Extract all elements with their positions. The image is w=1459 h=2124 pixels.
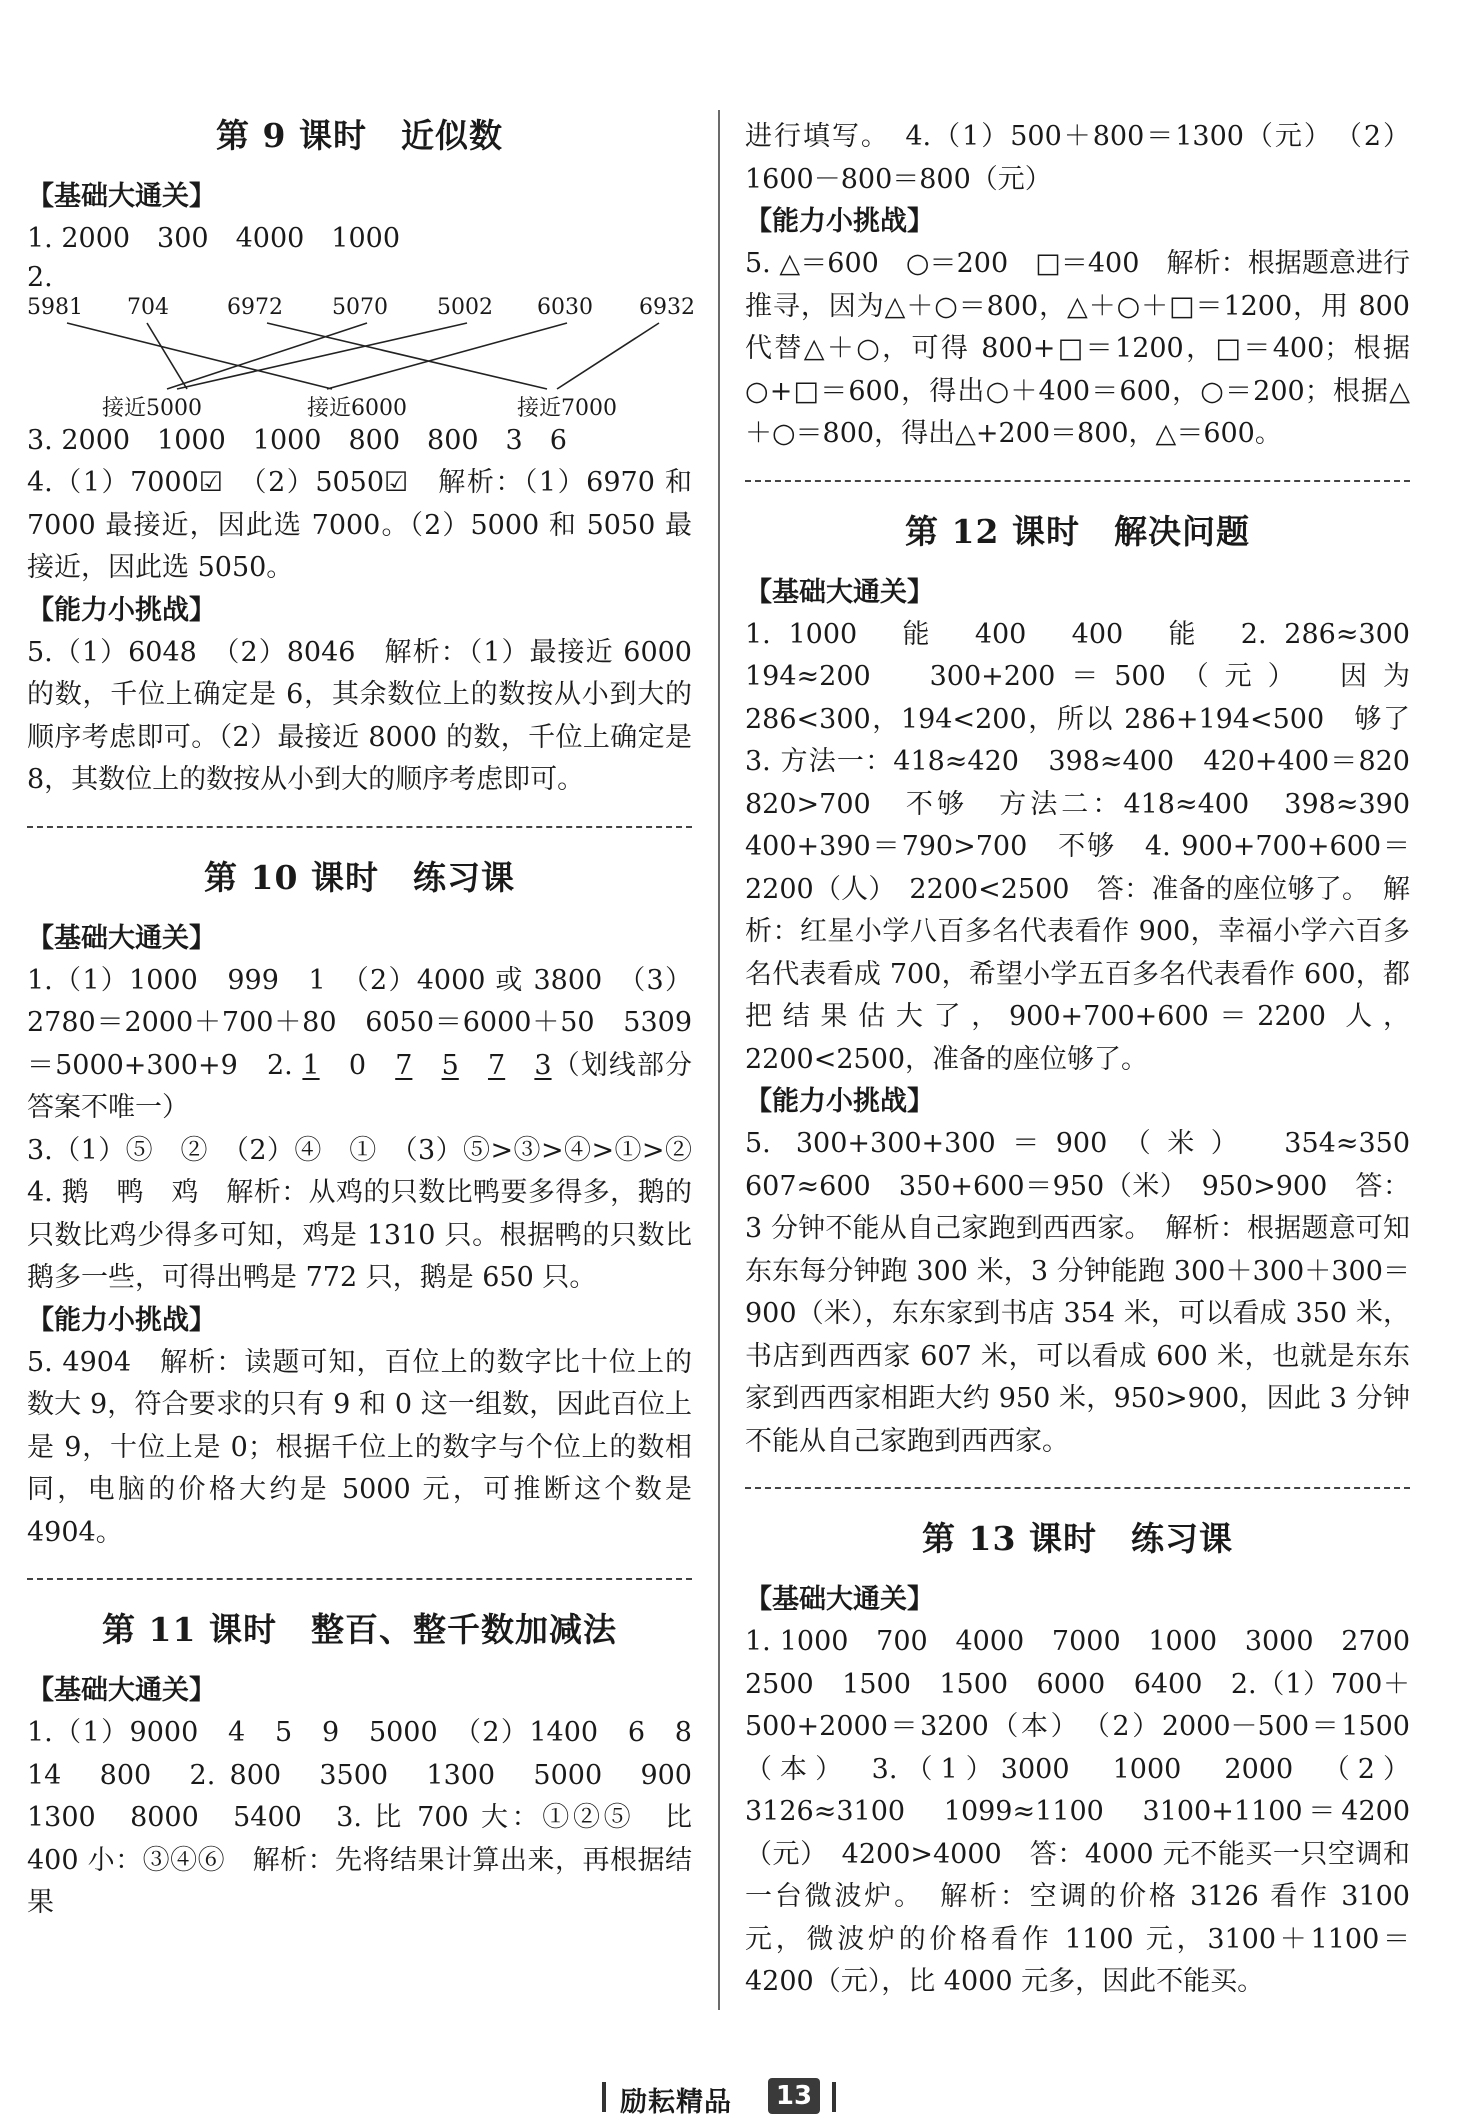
answer-4-continued: 进行填写。 4.（1）500＋800＝1300（元） （2）1600－800＝800（元） [745, 121, 1410, 195]
section-lesson-11-continued [745, 116, 1410, 456]
digit: 0 [348, 1049, 366, 1081]
diagram-number: 5981 [27, 294, 83, 320]
section-divider [27, 826, 692, 828]
digit: 7 [487, 1049, 506, 1081]
answer-3-4: 3.（1）⑤ ② （2）④ ① （3）⑤>③>④>①>② 4. 鹅 鸭 鸡 解析：从鸡的只数比鸭要多得多，鹅的只数比鸡少得多可知，鸡是 1310 只。根据鸭的只数比鹅多一些，可得出鸭是 772 只，鹅是 650 只。 [27, 1134, 719, 1293]
diagram-number: 6030 [537, 294, 593, 320]
subsection-challenge: 【能力小挑战】 [745, 1086, 934, 1117]
subsection-challenge: 【能力小挑战】 [745, 206, 934, 237]
diagram-target: 接近7000 [517, 395, 617, 421]
answer-5: 5. 4904 解析：读题可知，百位上的数字比十位上的数大 9，符合要求的只有 9 和 0 这一组数，因此百位上是 9，十位上是 0；根据千位上的数字与个位上的数相同，电脑的价格大约是 5000 元，可推断这个数是 4904。 [27, 1346, 692, 1548]
footer-brand: 励耘精品 [620, 2087, 732, 2118]
subsection-challenge: 【能力小挑战】 [27, 594, 216, 626]
section-divider [745, 1487, 1410, 1489]
page-number: 13 [768, 2078, 820, 2114]
answer-2: 2. [27, 261, 53, 293]
section-title: 第 10 课时 练习课 [204, 857, 515, 897]
diagram-number: 5070 [332, 294, 388, 320]
section-title: 第 13 课时 练习课 [922, 1519, 1233, 1558]
digit: 1 [302, 1049, 320, 1081]
subsection-basic: 【基础大通关】 [27, 922, 216, 954]
subsection-basic: 【基础大通关】 [27, 1675, 216, 1706]
answer-note: （划线部分答案不唯一） [27, 1049, 693, 1123]
diagram-number: 6972 [227, 294, 283, 320]
diagram-number: 5002 [437, 294, 493, 320]
answer-5: 5. △＝600 ○＝200 □＝400 解析：根据题意进行推寻，因为△＋○＝800，△＋○＋□＝1200，用 800 代替△＋○，可得 800+□＝1200，□＝400；根据○+□＝600，得出○＋400＝600，○＝200；根据△＋○＝800，得出△+200＝800，△＝600。 [745, 248, 1410, 449]
section-lesson-13 [745, 1515, 1437, 2004]
diagram-number: 704 [127, 294, 169, 320]
digit: 7 [395, 1049, 413, 1081]
subsection-basic: 【基础大通关】 [745, 576, 934, 608]
answer-5: 5.（1）6048 （2）8046 解析：（1）最接近 6000 的数，千位上确定是 6，其余数位上的数按从小到大的顺序考虑即可。（2）最接近 8000 的数，千位上确定是 8，其数位上的数按从小到大的顺序考虑即可。 [27, 636, 692, 795]
footer-bar [832, 2082, 836, 2112]
answer-5: 5. 300+300+300＝900（米） 354≈350 607≈600 350+600＝950（米） 950>900 答：3 分钟不能从自己家跑到西西家。 解析：根据题意可知东东每分钟跑 300 米，3 分钟能跑 300＋300＋300＝900（米），东东家到书店 354 米，可以看成 350 米，书店到西西家 607 米，可以看成 600 米，也就是东东家到西西家相距大约 950 米，950>900，因此 3 分钟不能从自己家跑到西西家。 [745, 1128, 1437, 1457]
section-lesson-9 [27, 112, 695, 802]
matching-diagram [27, 294, 695, 421]
subsection-challenge: 【能力小挑战】 [27, 1304, 216, 1336]
diagram-target: 接近6000 [307, 395, 407, 421]
subsection-basic: 【基础大通关】 [27, 181, 216, 212]
section-lesson-10 [27, 854, 719, 1555]
answer-1-4: 1. 1000 能 400 400 能 2. 286≈300 194≈200 300+200＝500（元） 因为 286<300，194<200，所以 286+194<500 够了 3. 方法一：418≈420 398≈400 420+400＝820 820>700 不够 方法二：418≈400 398≈390 400+390＝790>700 不够 4. 900+700+600＝2200（人） 2200<2500 答：准备的座位够了。 解析：红星小学八百多名代表看作 900，幸福小学六百多名代表看成 700，希望小学五百多名代表看作 600，都把结果估大了，900+700+600＝2200 人，2200<2500，准备的座位够了。 [745, 618, 1437, 1075]
subsection-basic: 【基础大通关】 [745, 1584, 934, 1615]
page-footer [592, 2076, 872, 2118]
section-title: 第 11 课时 整百、整千数加减法 [102, 1610, 617, 1649]
footer-bar [602, 2082, 606, 2112]
answer-text: 1.（1）1000 999 1 （2）4000 或 3800 （3）2780＝2000＋700＋80 6050＝6000＋50 5309＝5000+300+9 2. [27, 964, 692, 1081]
answer-1-3: 1. 1000 700 4000 7000 1000 3000 2700 2500 1500 1500 6000 6400 2.（1）700＋500+2000＝3200（本） （2）2000－500＝1500（本） 3.（1）3000 1000 2000 （2）3126≈3100 1099≈1100 3100+1100＝4200（元） 4200>4000 答：4000 元不能买一只空调和一台微波炉。 解析：空调的价格 3126 看作 3100 元，微波炉的价格看作 1100 元，3100＋1100＝4200（元），比 4000 元多，因此不能买。 [745, 1626, 1437, 1997]
section-lesson-12 [745, 508, 1437, 1464]
digit: 5 [441, 1049, 459, 1081]
answer-3: 3. 2000 1000 1000 800 800 3 6 [27, 424, 567, 456]
section-lesson-11 [27, 1606, 719, 1925]
diagram-target: 接近5000 [102, 395, 202, 421]
answer-4: 4.（1）7000☑ （2）5050☑ 解析：（1）6970 和 7000 最接近，因此选 7000。（2）5000 和 5050 最接近，因此选 5050。 [27, 467, 692, 583]
right-column [745, 116, 1437, 2004]
answer-1-2 [27, 960, 692, 1130]
answer-1: 1. 2000 300 4000 1000 [27, 223, 401, 254]
answer-1-3: 1.（1）9000 4 5 9 5000 （2）1400 6 8 14 800 2. 800 3500 1300 5000 900 1300 8000 5400 3. 比 700 大：①②⑤ 比 400 小：③④⑥ 解析：先将结果计算出来，再根据结果 [27, 1717, 719, 1918]
digit: 3 [534, 1049, 552, 1081]
left-column [27, 112, 719, 1925]
section-divider [27, 1578, 692, 1580]
diagram-number: 6932 [639, 294, 695, 320]
section-title: 第 9 课时 近似数 [216, 116, 503, 155]
section-divider [745, 480, 1410, 482]
section-title: 第 12 课时 解决问题 [905, 511, 1250, 551]
